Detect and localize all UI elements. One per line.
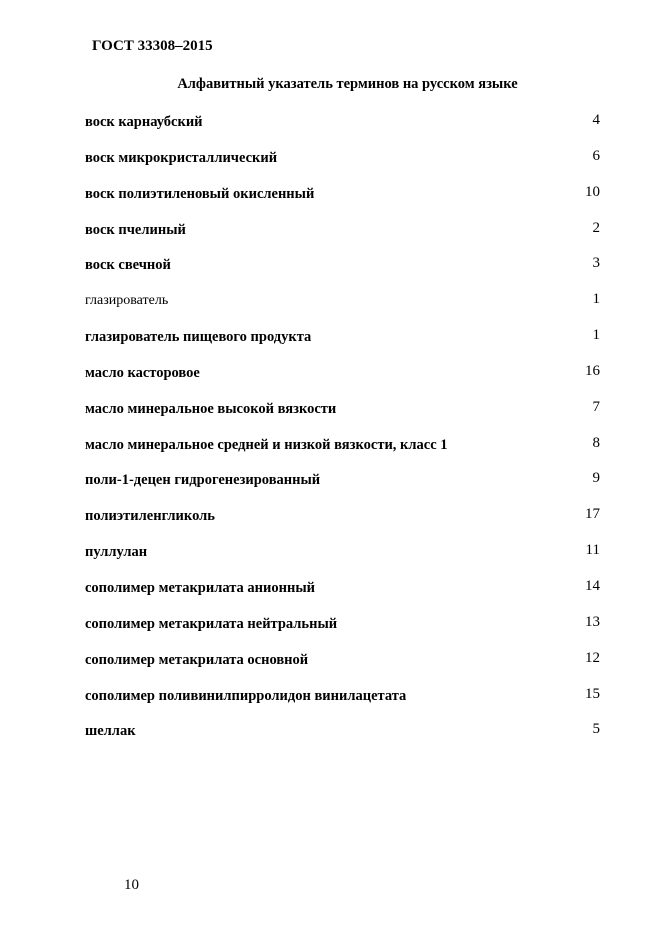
index-entry xyxy=(85,146,600,182)
index-entry xyxy=(85,719,600,755)
index-page-ref: 7 xyxy=(592,398,600,415)
index-entry xyxy=(85,289,600,325)
index-entry xyxy=(85,540,600,576)
index-term: масло минеральное средней и низкой вязкости, класс 1 xyxy=(85,436,448,453)
index-term: сополимер метакрилата анионный xyxy=(85,579,316,596)
index-page-ref: 9 xyxy=(592,470,600,487)
index-entry xyxy=(85,684,600,720)
index-term: воск карнаубский xyxy=(85,114,203,130)
index-term: глазирователь пищевого продукта xyxy=(85,329,312,346)
index-page-ref: 10 xyxy=(585,183,600,200)
index-term: шеллак xyxy=(85,723,136,740)
index-page-ref: 13 xyxy=(585,613,600,630)
term-index-list xyxy=(85,110,600,755)
index-entry xyxy=(85,468,600,504)
index-entry xyxy=(85,648,600,684)
index-page-ref: 5 xyxy=(592,721,600,738)
index-page-ref: 6 xyxy=(592,147,600,164)
index-term: пуллулан xyxy=(85,544,148,561)
index-entry xyxy=(85,110,600,146)
index-page-ref: 15 xyxy=(585,685,600,702)
index-entry xyxy=(85,504,600,540)
index-entry xyxy=(85,361,600,397)
document-code: ГОСТ 33308–2015 xyxy=(92,38,213,54)
index-entry xyxy=(85,576,600,612)
index-term: масло касторовое xyxy=(85,364,200,381)
index-entry xyxy=(85,325,600,361)
index-page-ref: 3 xyxy=(592,255,600,272)
index-term: воск микрокристаллический xyxy=(85,149,278,166)
index-page-ref: 12 xyxy=(585,649,600,666)
index-term: сополимер метакрилата нейтральный xyxy=(85,615,338,632)
index-page-ref: 1 xyxy=(592,291,600,308)
index-entry xyxy=(85,218,600,254)
index-term: сополимер поливинилпирролидон винилацетата xyxy=(85,687,407,704)
index-entry xyxy=(85,253,600,289)
index-page-ref: 17 xyxy=(585,506,600,523)
index-page-ref: 1 xyxy=(592,327,600,344)
index-term: воск свечной xyxy=(85,257,171,274)
index-page-ref: 11 xyxy=(585,542,600,559)
index-title: Алфавитный указатель терминов на русском языке xyxy=(177,76,518,92)
index-page-ref: 16 xyxy=(585,362,600,379)
index-term: сополимер метакрилата основной xyxy=(85,651,309,668)
index-term: поли-1-децен гидрогенезированный xyxy=(85,472,321,489)
index-entry xyxy=(85,182,600,218)
index-term: полиэтиленгликоль xyxy=(85,508,215,525)
index-term: глазирователь xyxy=(85,293,169,309)
index-entry xyxy=(85,433,600,469)
index-page-ref: 8 xyxy=(592,434,600,451)
index-term: масло минеральное высокой вязкости xyxy=(85,400,337,417)
index-term: воск пчелиный xyxy=(85,221,186,238)
index-entry xyxy=(85,397,600,433)
page-number: 10 xyxy=(124,877,139,893)
index-entry xyxy=(85,612,600,648)
index-page-ref: 14 xyxy=(585,577,600,594)
index-page-ref: 4 xyxy=(592,112,600,128)
index-page-ref: 2 xyxy=(592,219,600,236)
index-term: воск полиэтиленовый окисленный xyxy=(85,185,315,202)
